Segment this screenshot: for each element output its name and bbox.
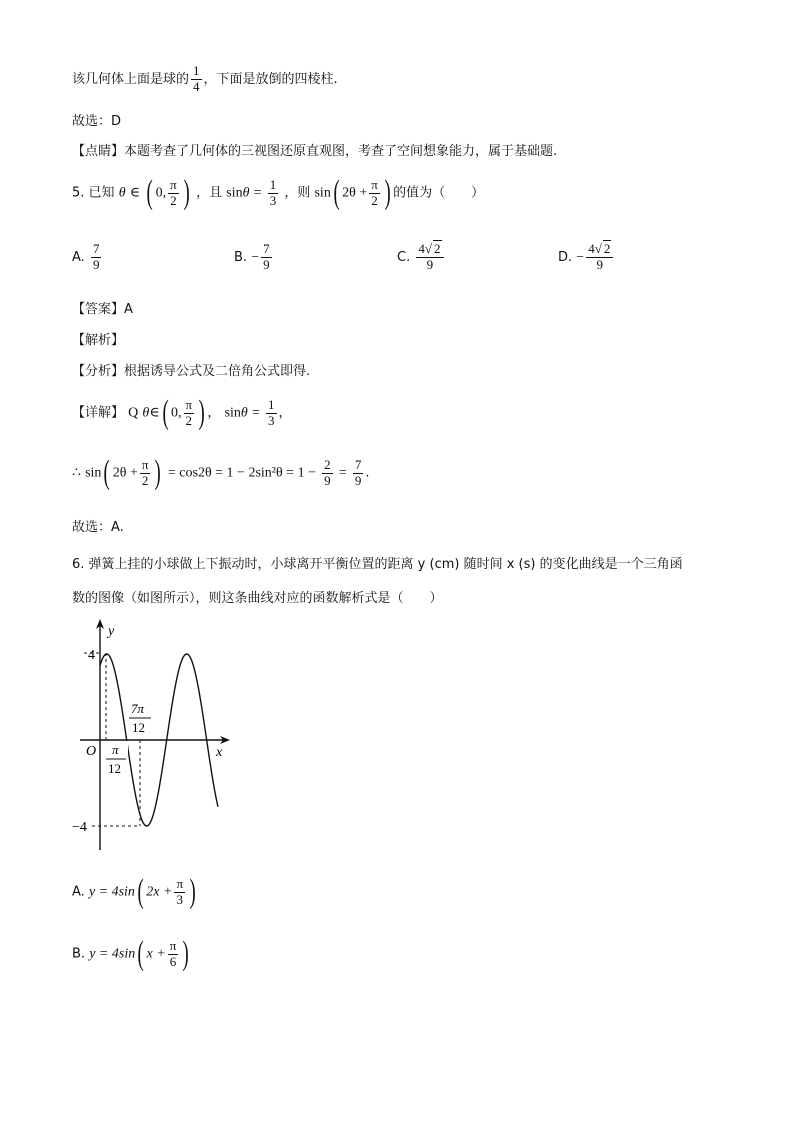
fraction [416, 242, 443, 273]
radicand: 2 [434, 241, 441, 256]
right-paren: ) [198, 394, 205, 431]
fraction-pi-over-2 [168, 178, 179, 209]
right-paren: ) [182, 935, 190, 972]
tick-7pi-12-den: 12 [132, 720, 145, 735]
math-zero: 0, [155, 185, 167, 201]
fraction-pi-over-2 [140, 458, 151, 489]
option-label: B. [72, 946, 86, 962]
denominator: 2 [141, 472, 149, 488]
fraction [168, 939, 179, 970]
text-line-conclusion [72, 64, 338, 95]
denominator: 9 [92, 256, 100, 272]
right-paren: ) [189, 873, 196, 910]
denominator: 3 [268, 412, 275, 428]
math-minus: − [251, 249, 260, 265]
math-eq: = [253, 185, 262, 201]
math-lhs: y = 4sin [89, 946, 136, 962]
text-choose-a: 故选：A. [72, 520, 124, 535]
numerator: 1 [268, 396, 275, 412]
derivation-line [72, 456, 369, 490]
denominator: 2 [185, 412, 193, 428]
numerator: π [371, 176, 378, 192]
question-5-stem [72, 176, 484, 210]
numerator: 7 [263, 241, 270, 256]
left-paren: ( [137, 935, 144, 972]
math-expression: = cos2θ = 1 − 2sin²θ = 1 − [167, 465, 316, 481]
right-paren: ) [384, 174, 391, 211]
math-theta: θ [242, 185, 250, 201]
math-inner: x + [146, 946, 166, 962]
text-segment: ， [207, 405, 221, 421]
denominator: 4 [193, 78, 200, 94]
math-two-theta: 2θ + [342, 185, 368, 201]
math-sin: sin [224, 405, 241, 421]
question-6-line-2: 数的图像（如图所示），则这条曲线对应的函数解析式是（ ） [72, 591, 443, 606]
option-b[interactable] [234, 242, 274, 273]
math-theta: θ [240, 405, 248, 421]
detail-line [72, 396, 292, 430]
numerator: 2 [324, 456, 331, 472]
math-eq: = [251, 405, 260, 421]
numerator: π [141, 456, 149, 472]
left-paren: ( [103, 454, 111, 491]
fraction [174, 877, 185, 908]
numerator: 7 [354, 456, 362, 472]
numerator: 1 [193, 63, 200, 78]
option-d[interactable] [558, 242, 615, 273]
option-label: A. [72, 884, 85, 900]
left-paren: ( [333, 174, 340, 211]
tick-pi-12-num: π [112, 742, 119, 757]
denominator: 2 [371, 192, 378, 208]
x-axis-label: x [216, 745, 223, 760]
q6-option-b[interactable] [72, 937, 192, 971]
option-a[interactable] [72, 242, 103, 273]
math-lhs: y = 4sin [88, 884, 135, 900]
radicand: 2 [603, 241, 611, 256]
question-number: 5. 已知 [72, 185, 115, 201]
right-paren: ) [183, 174, 190, 211]
analysis-heading: 【解析】 [72, 333, 125, 348]
sine-graph [70, 615, 240, 855]
detail-label: 【详解】 [72, 405, 125, 421]
right-paren: ) [154, 454, 162, 491]
numerator: π [169, 937, 177, 953]
option-c[interactable] [397, 242, 446, 273]
numerator: π [170, 176, 177, 192]
math-minus: − [576, 249, 585, 265]
y-min-label: −4 [72, 820, 87, 835]
fraction-pi-over-2 [369, 178, 380, 209]
option-label: D. [558, 249, 573, 265]
denominator: 3 [176, 891, 183, 907]
numerator: π [185, 396, 193, 412]
option-label: A. [72, 249, 85, 265]
text-segment: ，则 [284, 185, 311, 201]
text-choose-d: 故选：D [72, 114, 122, 129]
y-axis-label: y [108, 624, 115, 639]
text-comment: 【点睛】本题考查了几何体的三视图还原直观图，考查了空间想象能力，属于基础题. [72, 144, 558, 159]
fraction-one-third [266, 398, 277, 429]
text-segment: ， [278, 405, 292, 421]
therefore-symbol: ∴ [72, 465, 81, 481]
y-max-label: 4 [88, 648, 95, 663]
tick-7pi-12-num: 7π [131, 701, 145, 716]
fraction-pi-over-2 [184, 398, 195, 429]
math-in: ∈ [149, 405, 160, 421]
math-sin: sin [226, 185, 243, 201]
text-segment: ，下面是放倒的四棱柱. [203, 71, 338, 87]
fraction-seven-ninths [353, 458, 364, 489]
math-theta: θ [118, 185, 126, 201]
math-theta: θ [142, 405, 150, 421]
numerator: 4√ 2 [416, 242, 443, 258]
numerator: 4√ 2 [586, 242, 613, 258]
denominator: 6 [169, 953, 177, 969]
origin-label: O [86, 744, 97, 759]
text-segment: ，且 [196, 185, 223, 201]
denominator: 2 [170, 192, 177, 208]
option-label: C. [397, 249, 411, 265]
tick-pi-12-den: 12 [108, 761, 121, 776]
numerator: 1 [269, 176, 277, 192]
denominator: 9 [324, 472, 331, 488]
denominator: 9 [596, 256, 604, 272]
analysis-text: 【分析】根据诱导公式及二倍角公式即得. [72, 364, 311, 379]
denominator: 3 [269, 192, 277, 208]
fraction-two-ninths [322, 458, 333, 489]
math-in: ∈ [129, 185, 141, 201]
fraction [261, 242, 272, 273]
text-segment: 该几何体上面是球的 [72, 71, 190, 87]
text-segment: . [365, 465, 370, 481]
math-two-theta: 2θ + [112, 465, 138, 481]
fraction-one-quarter [191, 64, 202, 95]
math-eq: = [338, 465, 347, 481]
left-paren: ( [146, 174, 154, 211]
denominator: 9 [263, 256, 270, 272]
math-sin: sin [314, 185, 331, 201]
math-sin: sin [85, 465, 102, 481]
denominator: 9 [426, 256, 434, 272]
left-paren: ( [137, 873, 144, 910]
fraction-one-third [268, 178, 279, 209]
math-q: Q [128, 405, 139, 421]
numerator: π [176, 875, 184, 891]
math-zero: 0, [171, 405, 182, 421]
coefficient: 4 [418, 241, 425, 256]
coefficient: 4 [588, 241, 595, 256]
question-6-line-1: 6. 弹簧上挂的小球做上下振动时，小球离开平衡位置的距离 y (cm) 随时间 x (s) 的变化曲线是一个三角函 [72, 557, 683, 572]
left-paren: ( [162, 394, 169, 431]
option-label: B. [234, 249, 248, 265]
denominator: 9 [354, 472, 362, 488]
fraction [586, 242, 613, 273]
fraction [91, 242, 102, 273]
math-inner: 2x + [146, 884, 173, 900]
answer-line: 【答案】A [72, 302, 133, 317]
numerator: 7 [92, 241, 100, 256]
q6-option-a[interactable] [72, 875, 198, 909]
text-segment: 的值为（ ） [393, 185, 485, 201]
